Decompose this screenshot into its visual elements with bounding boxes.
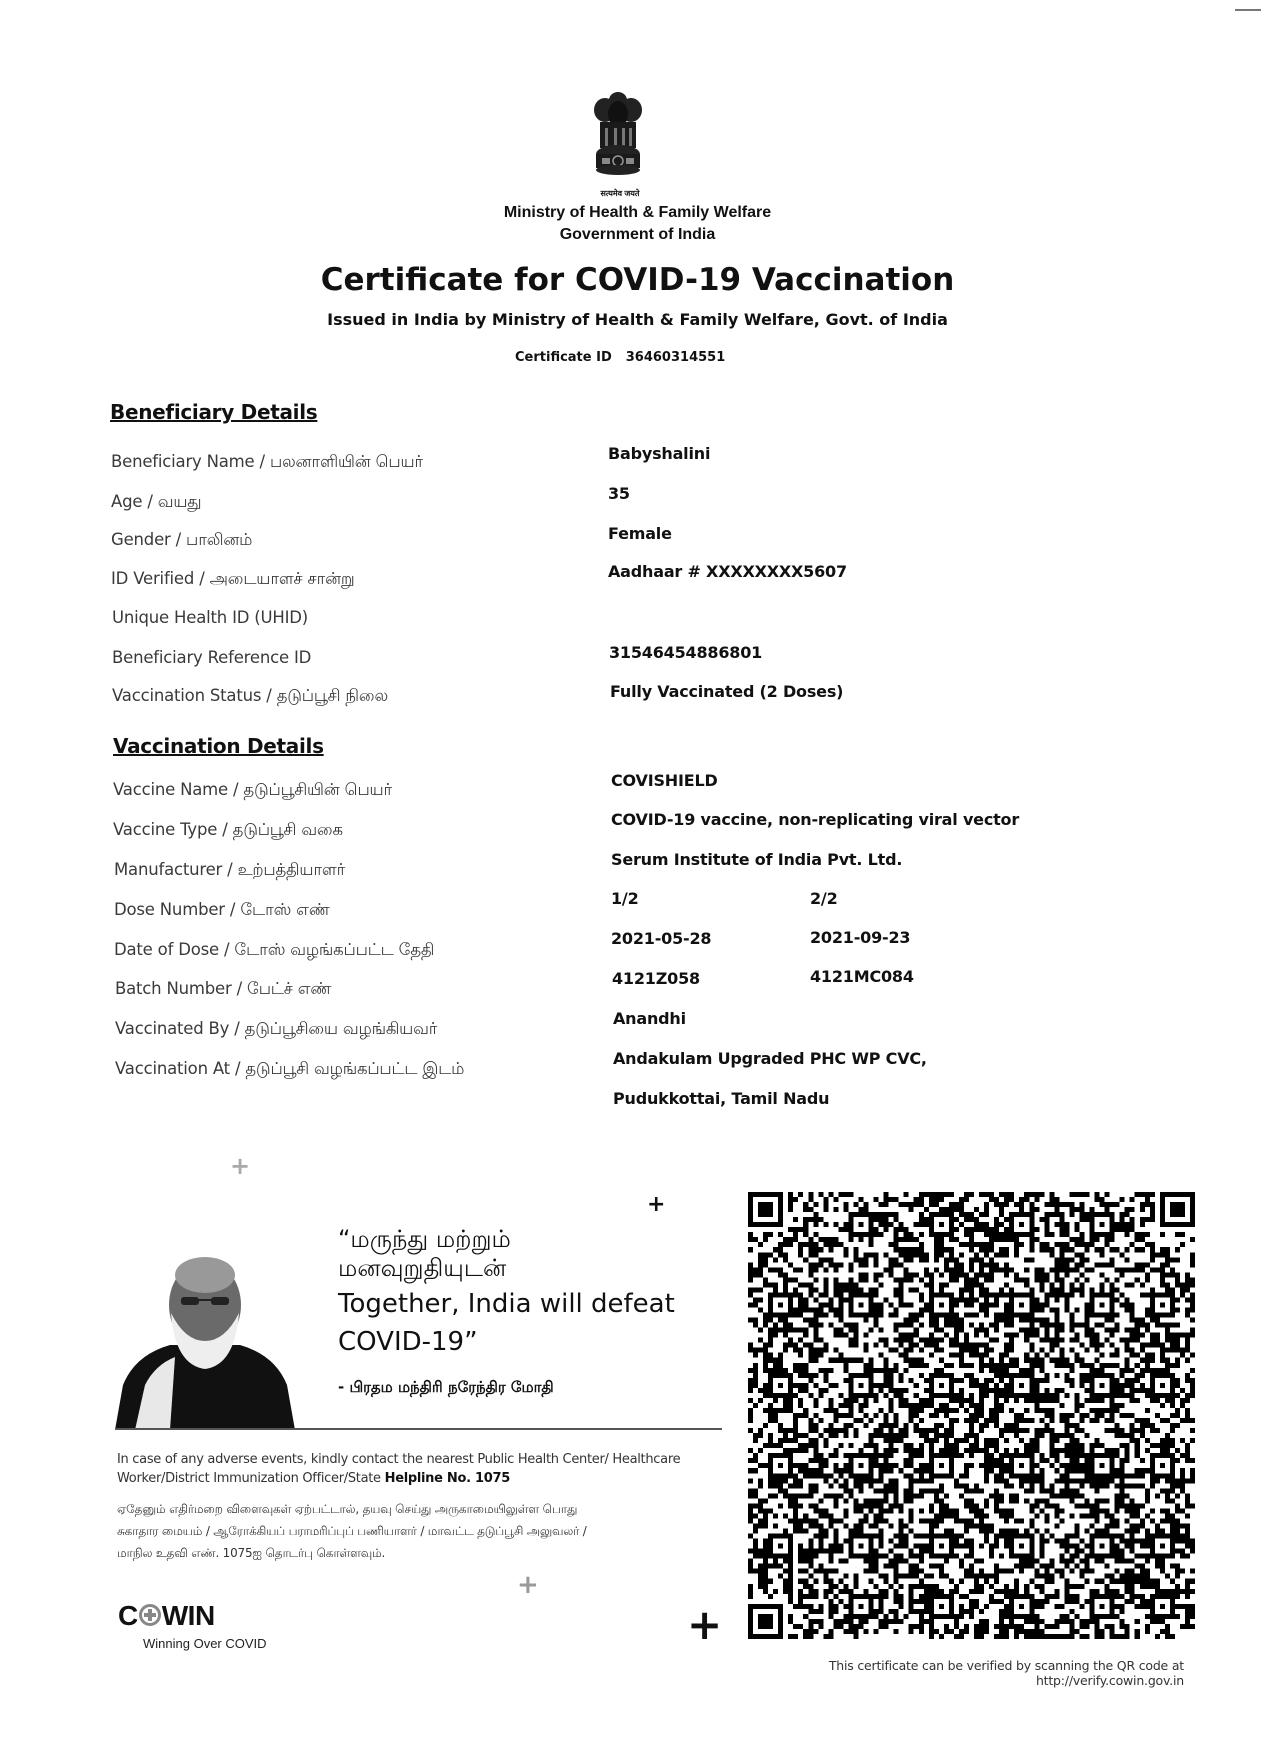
adverse-tamil-line1: ஏதேனும் எதிர்மறை விளைவுகள் ஏற்பட்டால், தயவு செய்து அருகாமையிலுள்ள பொது xyxy=(117,1502,578,1516)
cowin-cross-icon xyxy=(139,1604,161,1626)
vaccination-section-title: Vaccination Details xyxy=(113,734,324,758)
decorative-plus-icon: + xyxy=(687,1600,723,1649)
adverse-tamil-line2: சுகாதார மையம் / ஆரோக்கியப் பராமரிப்புப் பணியாளர் / மாவட்ட தடுப்பூசி அலுவலர் / xyxy=(117,1524,587,1538)
date-of-dose-label: Date of Dose / டோஸ் வழங்கப்பட்ட தேதி xyxy=(114,940,435,959)
issued-by-line: Issued in India by Ministry of Health & Family Welfare, Govt. of India xyxy=(327,310,948,329)
age-label: Age / வயது xyxy=(111,492,202,511)
scan-artifact-mark xyxy=(1235,9,1261,11)
cowin-logo-c: C xyxy=(118,1600,138,1631)
national-emblem-icon xyxy=(588,88,648,188)
decorative-plus-icon: + xyxy=(517,1570,539,1600)
beneficiary-reference-id-value: 31546454886801 xyxy=(609,643,763,662)
dose-1-batch-value: 4121Z058 xyxy=(612,969,700,988)
certificate-id xyxy=(515,350,725,365)
cowin-logo xyxy=(118,1600,215,1632)
section-divider xyxy=(115,1428,722,1430)
verification-note-line1: This certificate can be verified by scanning the QR code at xyxy=(828,1658,1184,1673)
dose-2-number-value: 2/2 xyxy=(810,889,838,908)
prime-minister-photo xyxy=(115,1245,295,1430)
beneficiary-name-label: Beneficiary Name / பலனாளியின் பெயர் xyxy=(111,452,423,471)
adverse-events-tamil xyxy=(117,1498,717,1564)
quote-english-line2: COVID-19” xyxy=(338,1327,478,1357)
id-verified-label: ID Verified / அடையாளச் சான்று xyxy=(111,569,355,588)
quote-tamil xyxy=(338,1225,511,1283)
vaccine-name-label: Vaccine Name / தடுப்பூசியின் பெயர் xyxy=(113,780,392,799)
quote-tamil-line1: “மருந்து மற்றும் xyxy=(338,1225,511,1253)
adverse-events-english xyxy=(117,1450,717,1488)
quote-english-line1: Together, India will defeat xyxy=(338,1289,675,1319)
decorative-plus-icon: + xyxy=(647,1192,666,1217)
decorative-plus-icon: + xyxy=(230,1152,251,1180)
gender-label: Gender / பாலினம் xyxy=(111,530,253,549)
verification-note xyxy=(740,1658,1184,1688)
manufacturer-value: Serum Institute of India Pvt. Ltd. xyxy=(611,850,903,869)
manufacturer-label: Manufacturer / உற்பத்தியாளர் xyxy=(114,860,346,879)
adverse-tamil-line3: மாநில உதவி எண். 1075ஐ தொடர்பு கொள்ளவும். xyxy=(117,1546,386,1560)
batch-number-label: Batch Number / பேட்ச் எண் xyxy=(115,979,332,998)
adverse-events-text: In case of any adverse events, kindly contact the nearest Public Health Center/ Healthcare Worker/District Immunization Officer/State xyxy=(117,1452,681,1486)
dose-2-batch-value: 4121MC084 xyxy=(810,967,914,986)
age-value: 35 xyxy=(608,484,630,503)
certificate-id-value: 36460314551 xyxy=(625,350,726,365)
quote-tamil-line2: மனவுறுதியுடன் xyxy=(338,1254,507,1282)
quote-attribution: - பிரதம மந்திரி நரேந்திர மோதி xyxy=(338,1378,554,1396)
beneficiary-reference-id-label: Beneficiary Reference ID xyxy=(112,648,312,667)
vaccination-at-value-line1: Andakulam Upgraded PHC WP CVC, xyxy=(613,1049,927,1068)
cowin-tagline: Winning Over COVID xyxy=(143,1636,267,1651)
vaccination-at-label: Vaccination At / தடுப்பூசி வழங்கப்பட்ட இடம் xyxy=(115,1059,465,1078)
government-name: Government of India xyxy=(559,226,716,243)
id-verified-value: Aadhaar # XXXXXXXX5607 xyxy=(608,562,847,581)
uhid-label: Unique Health ID (UHID) xyxy=(112,608,309,627)
vaccine-name-value: COVISHIELD xyxy=(611,771,718,790)
vaccination-at-value-line2: Pudukkottai, Tamil Nadu xyxy=(613,1089,830,1108)
helpline-number: Helpline No. 1075 xyxy=(384,1471,510,1486)
verification-qr-code[interactable] xyxy=(748,1192,1195,1639)
emblem-motto: सत्यमेव जयते xyxy=(600,189,640,198)
certificate-title: Certificate for COVID-19 Vaccination xyxy=(320,262,955,298)
vaccinated-by-label: Vaccinated By / தடுப்பூசியை வழங்கியவர் xyxy=(115,1019,438,1038)
vaccination-status-label: Vaccination Status / தடுப்பூசி நிலை xyxy=(112,686,388,705)
quote-english xyxy=(338,1285,675,1361)
ministry-name: Ministry of Health & Family Welfare xyxy=(503,204,772,221)
vaccination-status-value: Fully Vaccinated (2 Doses) xyxy=(610,682,844,701)
dose-number-label: Dose Number / டோஸ் எண் xyxy=(114,900,330,919)
vaccine-type-label: Vaccine Type / தடுப்பூசி வகை xyxy=(113,820,343,839)
cowin-logo-win: WIN xyxy=(161,1600,215,1631)
verification-url[interactable]: http://verify.cowin.gov.in xyxy=(1035,1673,1184,1688)
gender-value: Female xyxy=(608,524,672,543)
vaccinated-by-value: Anandhi xyxy=(613,1009,686,1028)
beneficiary-section-title: Beneficiary Details xyxy=(110,400,318,424)
vaccine-type-value: COVID-19 vaccine, non-replicating viral vector xyxy=(611,810,1020,829)
certificate-id-label: Certificate ID xyxy=(515,350,612,365)
dose-1-date-value: 2021-05-28 xyxy=(611,929,712,948)
dose-1-number-value: 1/2 xyxy=(611,889,639,908)
dose-2-date-value: 2021-09-23 xyxy=(810,928,911,947)
beneficiary-name-value: Babyshalini xyxy=(608,444,711,463)
